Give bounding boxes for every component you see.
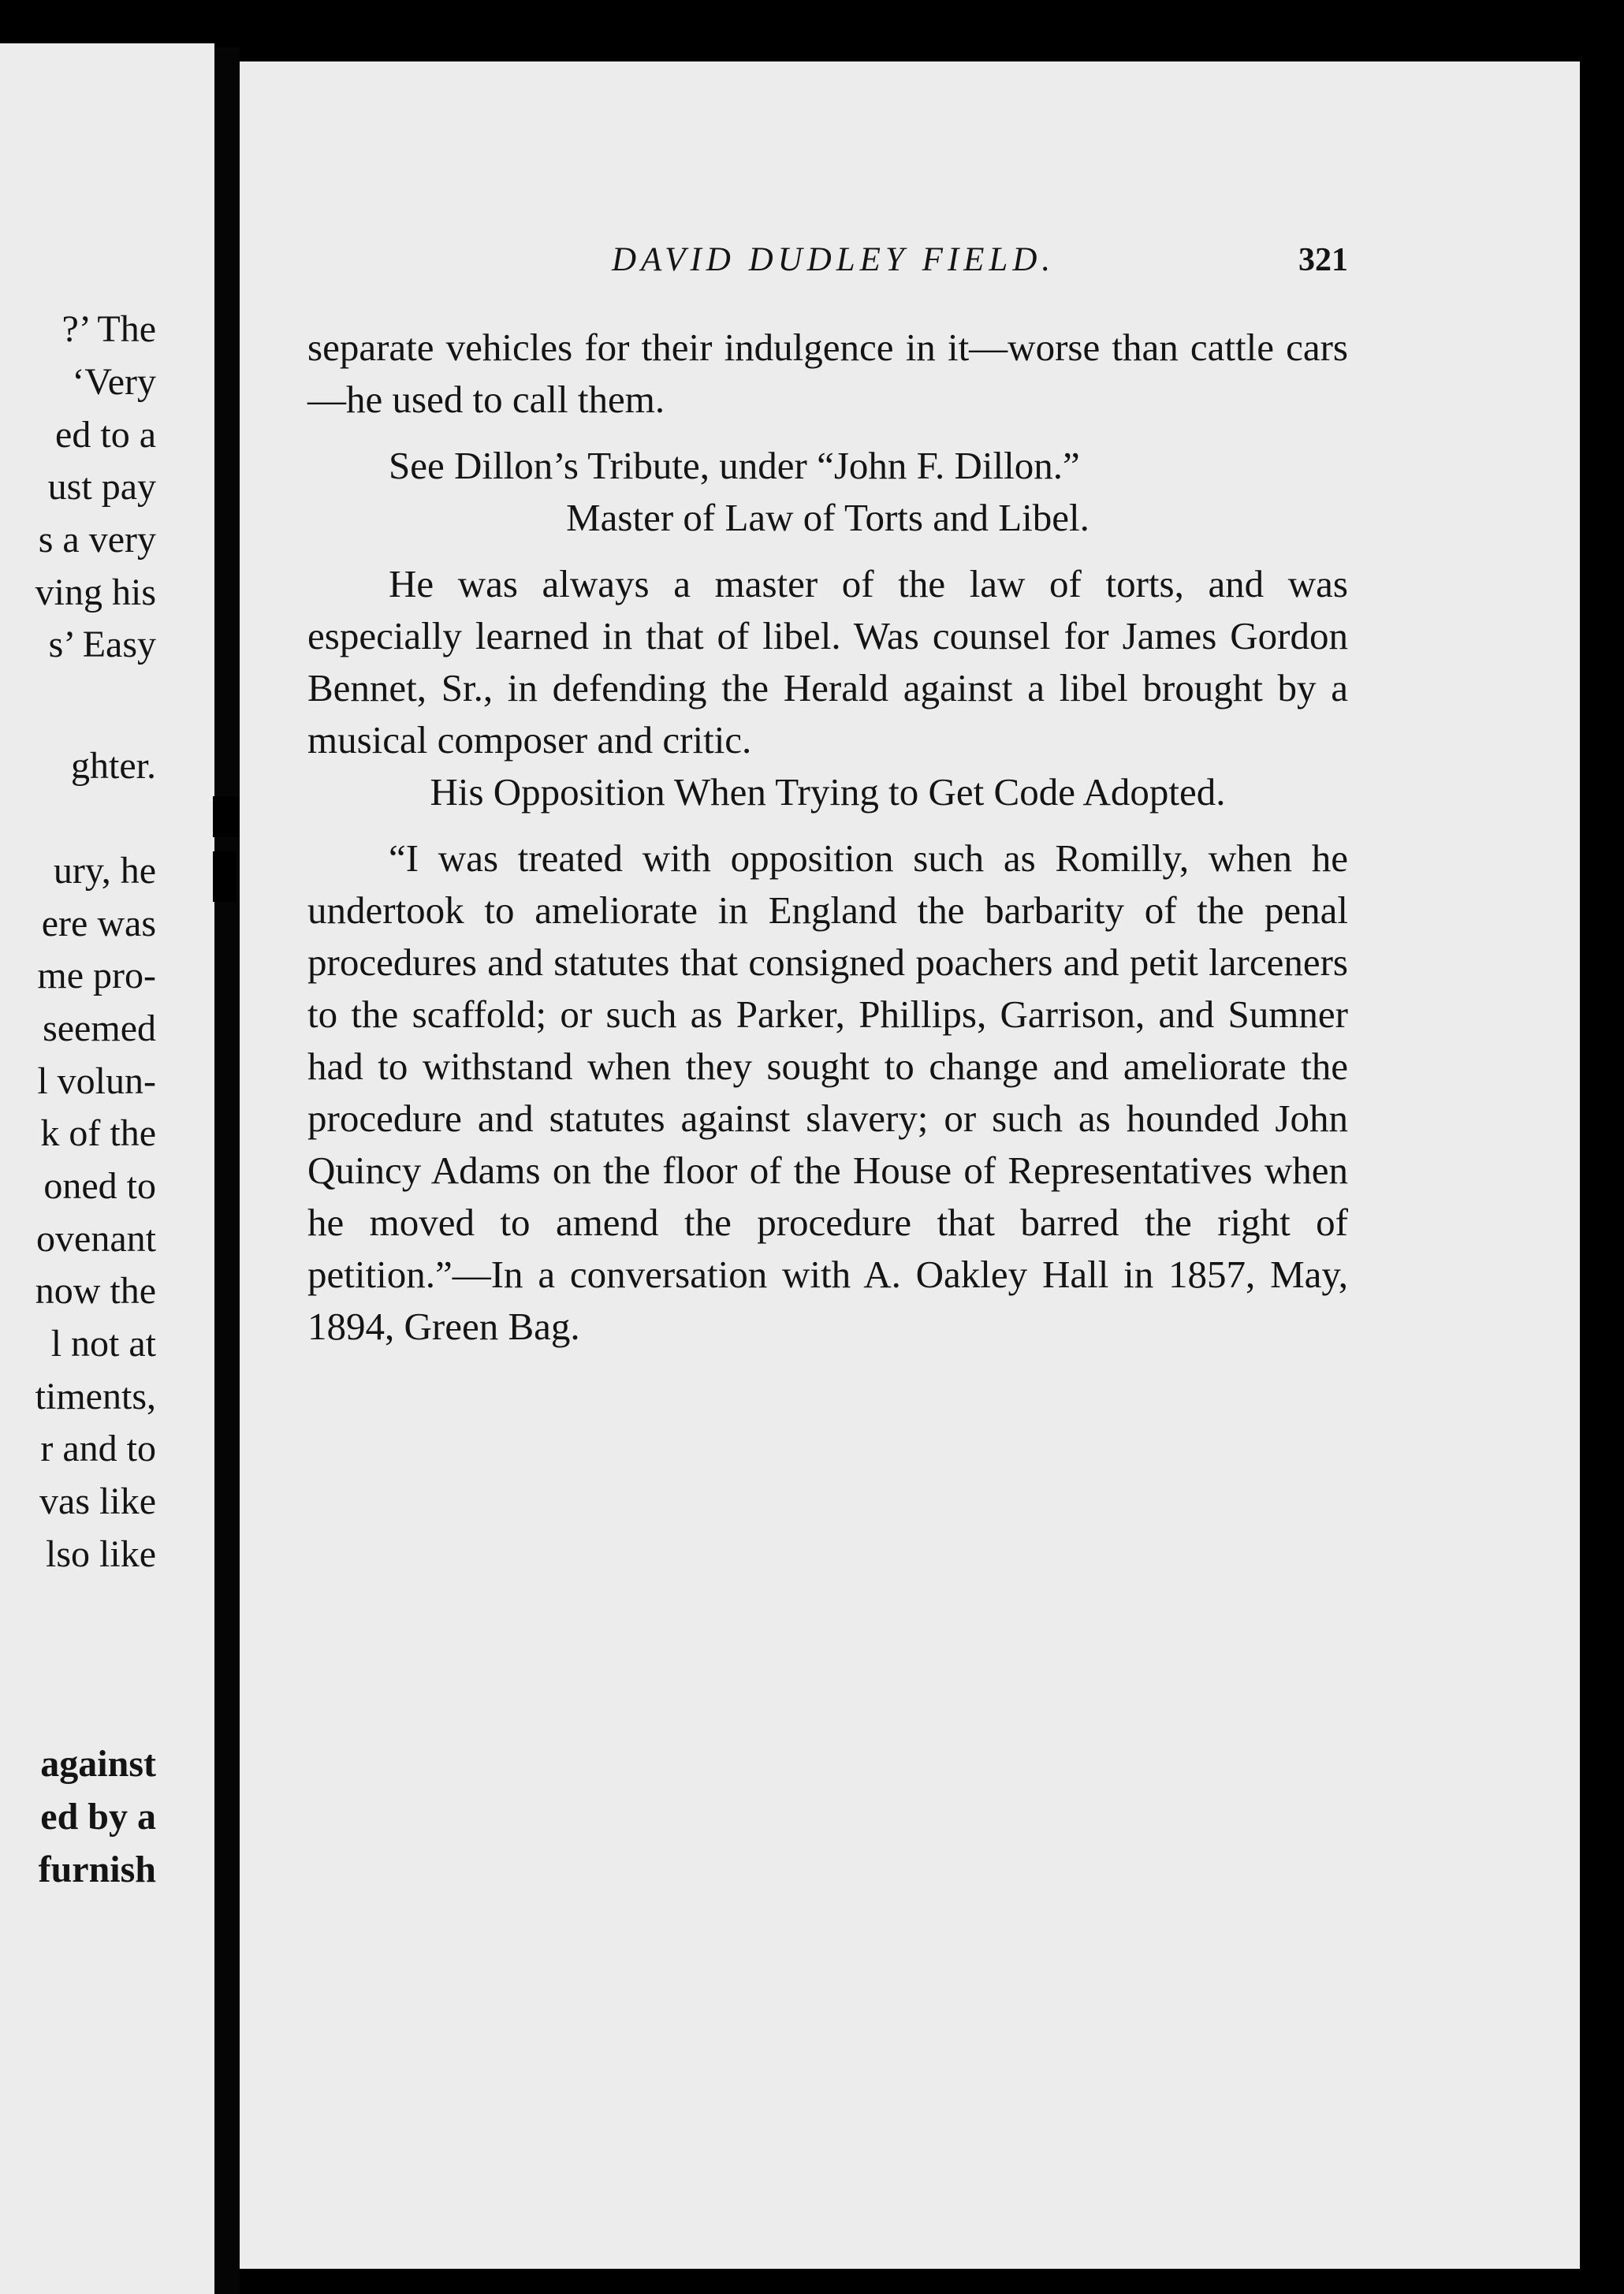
left-page-line: l not at: [50, 1323, 156, 1365]
page-body: [307, 322, 1348, 1353]
left-page-line: oned to: [43, 1165, 156, 1207]
left-page-line: ed to a: [55, 414, 156, 456]
left-page-line: k of the: [40, 1112, 156, 1154]
section-paragraph: He was always a master of the law of torts, and was especially learned in that of libel. Was counsel for James Gordon Bennet, Sr., in defending the Herald against a libel brought by a musical composer and critic.: [307, 562, 1348, 762]
running-title: DAVID DUDLEY FIELD.: [612, 241, 1056, 278]
left-page-line: lso like: [46, 1533, 156, 1575]
scan-mark: [213, 851, 237, 902]
left-page-line: me pro-: [37, 955, 156, 996]
left-page-line: seemed: [43, 1007, 156, 1049]
left-page-line: now the: [35, 1270, 156, 1312]
scan-mark: [867, 9, 894, 33]
left-page-line: ghter.: [71, 745, 156, 787]
left-page: [0, 43, 214, 2294]
left-page-line: against: [40, 1743, 156, 1785]
left-page-line: ‘Very: [72, 361, 156, 403]
left-page-line: ving his: [35, 572, 156, 613]
continuation-paragraph: separate vehicles for their indulgence in it—worse than cattle cars—he used to call them.: [307, 326, 1348, 421]
left-page-line: ed by a: [40, 1796, 156, 1838]
left-page-line: s’ Easy: [48, 624, 156, 665]
left-page-line: vas like: [39, 1480, 156, 1522]
left-page-line: ury, he: [53, 850, 156, 892]
scan-mark: [213, 796, 240, 837]
page-number: 321: [1298, 242, 1348, 278]
left-page-line: r and to: [40, 1428, 156, 1469]
left-page-line: l volun-: [37, 1060, 156, 1102]
running-head: [371, 236, 1348, 284]
section-heading: Master of Law of Torts and Libel.: [566, 496, 1089, 539]
left-page-line: furnish: [38, 1849, 156, 1890]
left-page-line: ?’ The: [61, 308, 156, 350]
book-spine: [214, 47, 240, 2294]
left-page-line: timents,: [35, 1376, 156, 1417]
left-page-line: ovenant: [36, 1218, 156, 1260]
see-also-note: See Dillon’s Tribute, under “John F. Dillon.”: [389, 444, 1080, 487]
left-page-line: ere was: [41, 903, 156, 944]
left-page-line: s a very: [38, 519, 156, 560]
section-paragraph: “I was treated with opposition such as Romilly, when he undertook to ameliorate in England the barbarity of the penal procedures and statutes that consigned poachers and petit larceners to the scaffold; or such as Parker, Phillips, Garrison, and Sumner had to withstand when they sought to change and ameliorate the procedure and statutes against slavery; or such as hounded John Quincy Adams on the floor of the House of Representatives when he moved to amend the procedure that barred the right of petition.”—In a conversation with A. Oakley Hall in 1857, May, 1894, Green Bag.: [307, 836, 1348, 1348]
left-page-line: ust pay: [47, 466, 156, 508]
section-heading: His Opposition When Trying to Get Code Adopted.: [430, 770, 1226, 814]
